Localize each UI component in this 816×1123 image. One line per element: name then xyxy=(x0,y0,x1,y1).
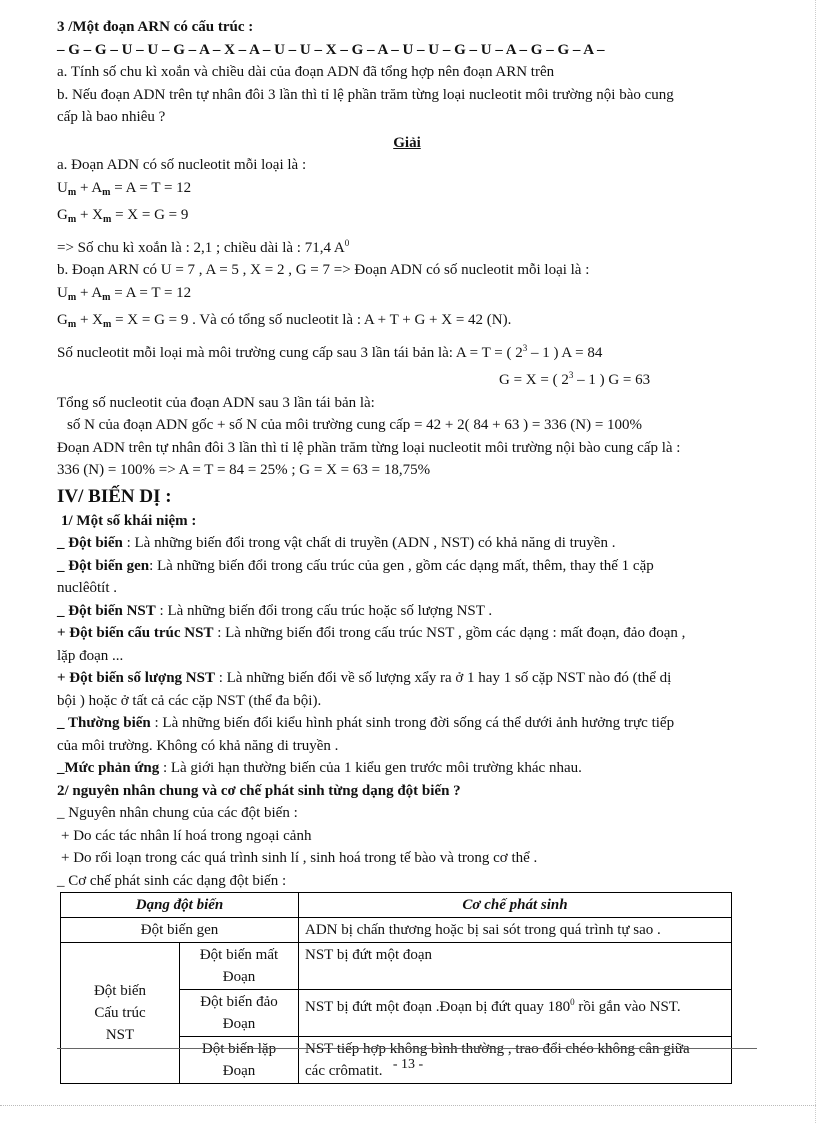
mechanism-intro: _ Cơ chế phát sinh các dạng đột biến : xyxy=(57,872,287,889)
section-heading-bien-di: IV/ BIẾN DỊ : xyxy=(57,485,172,507)
cell-deletion: Đột biến mất Đoạn xyxy=(180,943,299,990)
cell-inversion-mechanism: NST bị đứt một đoạn .Đoạn bị đứt quay $180^0$ rồi gắn vào NST. xyxy=(299,990,732,1037)
solution-a-eq1: $U_m + A_m = A = T = 12$ xyxy=(57,179,192,198)
subheading-causes: 2/ nguyên nhân chung và cơ chế phát sinh từng dạng đột biến ? xyxy=(57,782,461,799)
problem-title: 3 /Một đoạn ARN có cấu trúc : xyxy=(57,19,254,35)
solution-a-eq2: $G_m + X_m = X = G = 9$ xyxy=(57,207,189,225)
solution-a-result: => Số chu kì xoắn là : 2,1 ; chiều dài là : 71,4 $A^0$ xyxy=(57,237,350,256)
rna-sequence: – G – G – U – U – G – A – X – A – U – U – X – G – A – U – U – G – U – A – G – G – A – xyxy=(57,41,605,58)
cell-gene-mutation: Đột biến gen xyxy=(61,918,299,943)
table-row xyxy=(61,943,732,990)
table-header-row xyxy=(61,893,732,918)
definition-dot-bien-nst: _ Đột biến NST : Là những biến đổi trong cấu trúc hoặc số lượng NST . xyxy=(57,602,493,619)
solution-heading: Giải xyxy=(393,134,421,151)
solution-b-intro: b. Đoạn ARN có U = 7 , A = 5 , X = 2 , G = 7 => Đoạn ADN có số nucleotit mỗi loại là : xyxy=(57,262,590,278)
solution-b-env1: Số nucleotit mỗi loại mà môi trường cung cấp sau 3 lần tái bản là: A = T = ( $2^3 - 1$ ) A = 84 xyxy=(57,342,603,361)
cause-item: + Do rối loạn trong các quá trình sinh lí , sinh hoá trong tế bào và trong cơ thể . xyxy=(61,850,538,866)
cell-duplication-mechanism: NST tiếp hợp không bình thường , trao đổi chéo không cân giữa các crômatit. xyxy=(299,1037,732,1084)
question-b-line1: b. Nếu đoạn ADN trên tự nhân đôi 3 lần thì tỉ lệ phần trăm từng loại nucleotit môi trường nội bào cung xyxy=(57,86,674,103)
definition-modification-cont: của môi trường. Không có khả năng di truyền . xyxy=(57,737,339,754)
question-a: a. Tính số chu kì xoắn và chiều dài của đoạn ADN đã tổng hợp nên đoạn ARN trên xyxy=(57,64,555,80)
table-row xyxy=(61,918,732,943)
cell-inversion: Đột biến đảo Đoạn xyxy=(180,990,299,1037)
cell-gene-mechanism: ADN bị chấn thương hoặc bị sai sót trong quá trình tự sao . xyxy=(299,918,732,943)
cell-deletion-mechanism: NST bị đứt một đoạn xyxy=(299,943,732,990)
solution-b-eq2: $G_m + X_m = X = G = 9$ . Và có tổng số nucleotit là : A + T + G + X = 42 (N). xyxy=(57,312,512,330)
definition-dot-bien: _ Đột biến : Là những biến đổi trong vật chất di truyền (ADN , NST) có khả năng di truyền . xyxy=(57,535,616,551)
definition-numerical: + Đột biến số lượng NST : Là những biến đổi về số lượng xẩy ra ở 1 hay 1 số cặp NST nào đó (thể dị xyxy=(57,670,672,686)
subheading-concepts: 1/ Một số khái niệm : xyxy=(61,512,197,529)
percent-equation: 336 (N) = 100% => A = T = 84 = 25% ; G = X = 63 = 18,75% xyxy=(57,462,431,478)
percent-intro: Đoạn ADN trên tự nhân đôi 3 lần thì tỉ lệ phần trăm từng loại nucleotit môi trường nội bào cung cấp là : xyxy=(57,439,681,456)
page-bottom-dotted-edge xyxy=(0,1105,816,1106)
definition-modification: _ Thường biến : Là những biến đổi kiểu hình phát sinh trong đời sống cá thể dưới ảnh hưởng trực tiếp xyxy=(57,715,675,731)
cause-intro: _ Nguyên nhân chung của các đột biến : xyxy=(57,805,298,821)
footer-rule xyxy=(57,1048,757,1049)
total-equation: số N của đoạn ADN gốc + số N của môi trường cung cấp = 42 + 2( 84 + 63 ) = 336 (N) = 100% xyxy=(67,417,643,433)
eq-text: = X = G = 9 xyxy=(115,207,189,223)
table-header-mechanism: Cơ chế phát sinh xyxy=(299,893,732,918)
definition-structural: + Đột biến cấu trúc NST : Là những biến đổi trong cấu trúc NST , gồm các dạng : mất đoạn, đảo đoạn , xyxy=(57,625,686,641)
eq-text: = A = T = 12 xyxy=(114,179,192,196)
solution-a-intro: a. Đoạn ADN có số nucleotit mỗi loại là : xyxy=(57,157,307,173)
page-number: - 13 - xyxy=(392,1057,424,1072)
definition-numerical-cont: bội ) hoặc ở tất cả các cặp NST (thể đa bội). xyxy=(57,692,322,709)
definition-structural-cont: lặp đoạn ... xyxy=(57,647,124,664)
cell-duplication: Đột biến lặp Đoạn xyxy=(180,1037,299,1084)
solution-b-eq1: $U_m + A_m = A = T = 12$ xyxy=(57,284,192,303)
definition-dot-bien-gen: _ Đột biến gen: Là những biến đổi trong cấu trúc của gen , gồm các dạng mất, thêm, thay thế 1 cặp xyxy=(57,557,654,574)
mutation-table xyxy=(60,892,732,1084)
page-right-dotted-edge xyxy=(811,0,816,1123)
solution-b-env2: G = X = ( $2^3 - 1$ ) G = 63 xyxy=(499,370,651,388)
cause-item: + Do các tác nhân lí hoá trong ngoại cảnh xyxy=(61,827,312,844)
total-intro: Tổng số nucleotit của đoạn ADN sau 3 lần tái bản là: xyxy=(57,394,375,411)
definition-reaction-norm: _Mức phản ứng : Là giới hạn thường biến của 1 kiểu gen trước môi trường khác nhau. xyxy=(57,760,582,776)
table-header-type: Dạng đột biến xyxy=(61,893,299,918)
cell-structural-group: Đột biến Cấu trúc NST xyxy=(61,943,180,1084)
definition-dot-bien-gen-cont: nuclêôtít . xyxy=(57,580,117,596)
question-b-line2: cấp là bao nhiêu ? xyxy=(57,109,166,125)
